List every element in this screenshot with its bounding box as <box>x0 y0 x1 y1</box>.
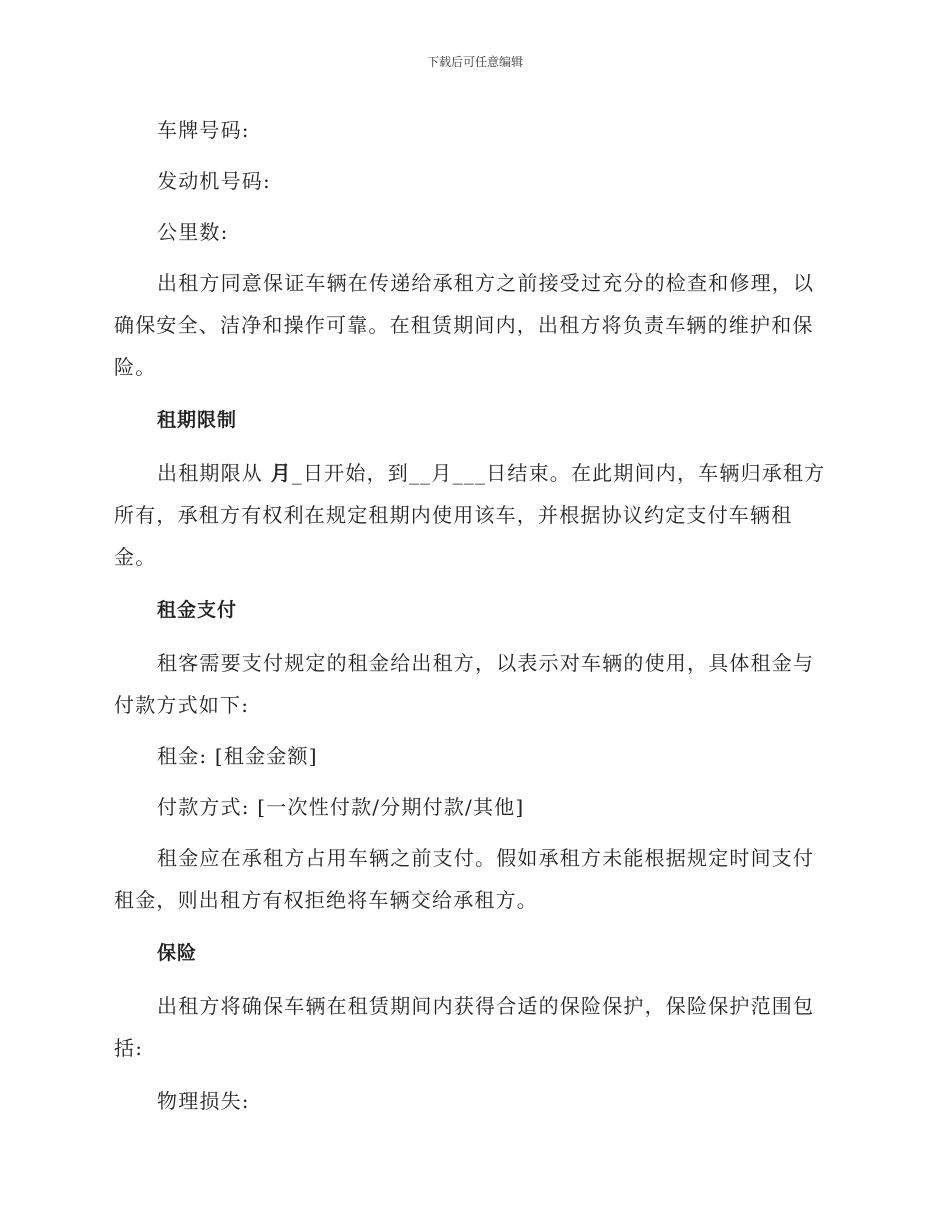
paragraph-line: 出租方将确保车辆在租赁期间内获得合适的保险保护，保险保护范围包 <box>157 994 815 1018</box>
insurance-paragraph <box>114 985 834 1069</box>
payment-method-line: 付款方式: [一次性付款/分期付款/其他] <box>157 795 525 819</box>
paragraph-line: 租金应在承租方占用车辆之前支付。假如承租方未能根据规定时间支付 <box>157 846 815 870</box>
paragraph-line: 所有，承租方有权利在规定租期内使用该车，并根据协议约定支付车辆租 <box>114 503 793 527</box>
mileage-label: 公里数: <box>157 220 229 244</box>
plate-number-label: 车牌号码: <box>157 118 250 142</box>
paragraph-line: 险。 <box>114 355 157 379</box>
paragraph-line: 出租方同意保证车辆在传递给承租方之前接受过充分的检查和修理，以 <box>157 271 815 295</box>
guarantee-paragraph <box>114 262 834 388</box>
section-heading-payment: 租金支付 <box>157 599 238 621</box>
paragraph-line: 付款方式如下: <box>114 693 250 717</box>
paragraph-line: 括: <box>114 1036 144 1060</box>
section-heading-term: 租期限制 <box>157 409 238 431</box>
rent-amount-line: 租金: [租金金额] <box>157 744 318 768</box>
paragraph-line: 租金，则出租方有权拒绝将车辆交给承租方。 <box>114 888 538 912</box>
section-heading-insurance: 保险 <box>157 942 198 964</box>
document-body <box>114 109 834 1122</box>
physical-loss-item: 物理损失: <box>157 1089 250 1113</box>
payment-rule-paragraph <box>114 837 834 921</box>
engine-number-label: 发动机号码: <box>157 169 271 193</box>
term-text-rest: _日开始，到__月___日结束。在此期间内，车辆归承租方 <box>291 461 826 485</box>
paragraph-line: 金。 <box>114 545 157 569</box>
page-header: 下载后可任意编辑 <box>426 55 523 69</box>
term-month-bold: 月 <box>270 461 292 485</box>
term-paragraph <box>114 452 834 578</box>
paragraph-line: 租客需要支付规定的租金给出租方，以表示对车辆的使用，具体租金与 <box>157 651 815 675</box>
payment-intro-paragraph <box>114 642 834 726</box>
term-text-start: 出租期限从 <box>157 461 271 485</box>
paragraph-line <box>114 452 834 494</box>
paragraph-line: 确保安全、洁净和操作可靠。在租赁期间内，出租方将负责车辆的维护和保 <box>114 313 814 337</box>
